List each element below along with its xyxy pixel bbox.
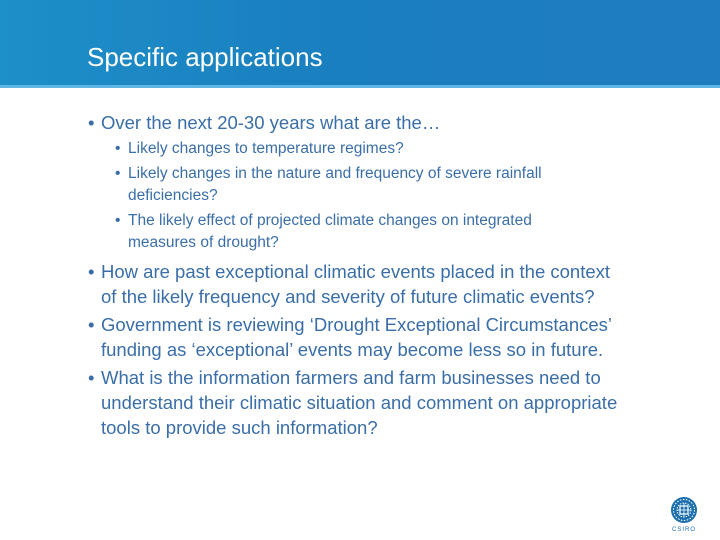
bullet-marker: • xyxy=(88,261,95,282)
sub-bullet-3-line-1: The likely effect of projected climate changes on integrated xyxy=(128,212,532,229)
csiro-logo xyxy=(670,496,698,536)
logo-wordmark: CSIRO xyxy=(671,527,696,533)
bullet-2-line-2: of the likely frequency and severity of future climatic events? xyxy=(101,286,595,307)
slide-title: Specific applications xyxy=(87,42,323,72)
bullet-4-line-3: tools to provide such information? xyxy=(101,417,378,438)
sub-bullet-marker: • xyxy=(115,212,121,229)
bullet-marker: • xyxy=(88,112,95,133)
bullet-2-line-1: How are past exceptional climatic events placed in the context xyxy=(101,261,611,282)
bullet-4-line-1: What is the information farmers and farm businesses need to xyxy=(101,367,601,388)
sub-bullet-2-line-2: deficiencies? xyxy=(128,187,218,204)
sub-bullet-1-line-1: Likely changes to temperature regimes? xyxy=(128,140,404,157)
sub-bullet-3-line-2: measures of drought? xyxy=(128,234,279,251)
bullet-1-line-1: Over the next 20-30 years what are the… xyxy=(101,112,441,133)
sub-bullet-2-line-1: Likely changes in the nature and frequency of severe rainfall xyxy=(128,165,542,182)
bullet-4-line-2: understand their climatic situation and comment on appropriate xyxy=(101,392,618,413)
sub-bullet-marker: • xyxy=(115,165,121,182)
bullet-marker: • xyxy=(88,367,95,388)
bullet-3-line-2: funding as ‘exceptional’ events may become less so in future. xyxy=(101,339,604,360)
bullet-marker: • xyxy=(88,314,95,335)
csiro-emblem-icon xyxy=(670,496,698,526)
sub-bullet-marker: • xyxy=(115,140,121,157)
bullet-3-line-1: Government is reviewing ‘Drought Exceptional Circumstances’ xyxy=(101,314,613,335)
